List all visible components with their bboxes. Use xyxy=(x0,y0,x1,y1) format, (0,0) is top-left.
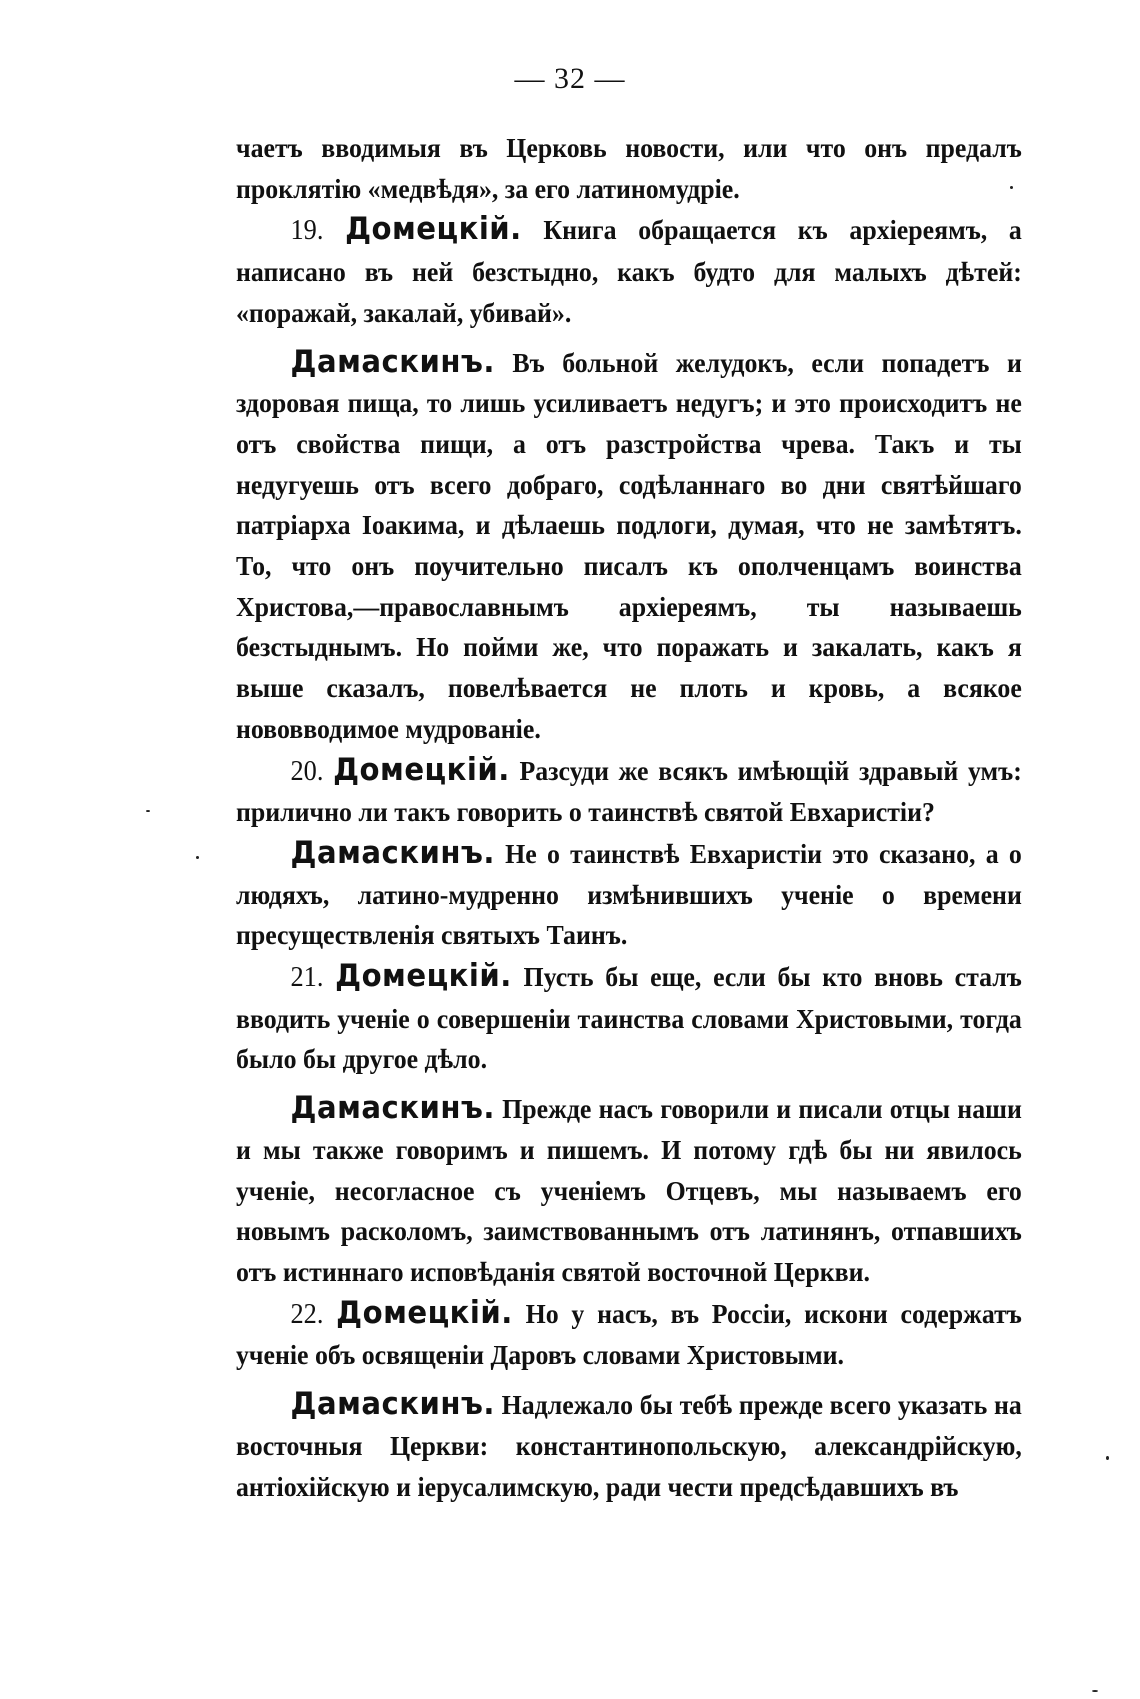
paragraph-damaskin-reply xyxy=(236,1088,1022,1293)
speaker-name: Домецкій. xyxy=(345,211,522,248)
body-text xyxy=(236,128,1022,1507)
paragraph-19-dometsky xyxy=(236,209,1022,333)
paragraph-number: 22. xyxy=(290,1298,324,1330)
print-speck xyxy=(196,856,199,859)
page-number: — 32 — xyxy=(514,62,626,95)
paragraph-text: Книга обращается къ архіереямъ, а написано въ ней безстыдно, какъ будто для малыхъ дѣтей: «поражай, закалай, убивай». xyxy=(236,214,1022,328)
paragraph-text: Разсуди же всякъ имѣющій здравый умъ: прилично ли такъ говорить о таинствѣ святой Евхаристіи? xyxy=(236,754,1022,828)
speaker-name: Домецкій. xyxy=(333,751,510,788)
speaker-name: Домецкій. xyxy=(335,958,512,995)
speaker-name: Дамаскинъ. xyxy=(290,1386,495,1423)
paragraph-text: Прежде насъ говорили и писали отцы наши и мы также говоримъ и пишемъ. И потому гдѣ бы ни явилось ученіе, несогласное съ ученіемъ Отцевъ, мы называемъ его новымъ расколомъ, заимствованнымъ отъ латинянъ, отпавшихъ отъ истиннаго исповѣданія святой восточной Церкви. xyxy=(236,1093,1022,1287)
paragraph-damaskin-reply xyxy=(236,342,1022,750)
paragraph-damaskin-reply xyxy=(236,1384,1022,1507)
paragraph-text: Въ больной желудокъ, если попадетъ и здоровая пища, то лишь усиливаетъ недугъ; и это происходитъ не отъ свойства пищи, а отъ разстройства чрева. Такъ и ты недугуешь отъ всего добраго, содѣланнаго во дни святѣйшаго патріарха Іоакима, и дѣлаешь подлоги, думая, что не замѣтятъ. То, что онъ поучительно писалъ къ ополченцамъ воинства Христова,—православнымъ архіереямъ, ты называешь безстыднымъ. Но пойми же, что поражать и закалать, какъ я выше сказалъ, повелѣвается не плоть и кровь, а всякое нововводимое мудрованіе. xyxy=(236,346,1022,744)
paragraph-21-dometsky xyxy=(236,956,1022,1080)
paragraph-text: Не о таинствѣ Евхаристіи это сказано, а о людяхъ, латино-мудренно измѣнившихъ ученіе о времени пресуществленія святыхъ Таинъ. xyxy=(236,837,1022,951)
print-speck xyxy=(1010,186,1013,189)
print-speck xyxy=(146,810,150,812)
print-speck xyxy=(1092,1690,1098,1692)
paragraph-damaskin-reply xyxy=(236,833,1022,956)
paragraph-number: 20. xyxy=(290,755,324,787)
paragraph-number: 19. xyxy=(290,215,324,247)
speaker-name: Домецкій. xyxy=(336,1294,513,1331)
paragraph-text: чаетъ вводимыя въ Церковь новости, или что онъ предалъ проклятію «медвѣдя», за его латиномудріе. xyxy=(236,132,1022,204)
paragraph-continuation xyxy=(236,128,1022,209)
paragraph-text: Но у насъ, въ Россіи, искони содержатъ ученіе объ освященіи Даровъ словами Христовыми. xyxy=(236,1297,1022,1371)
paragraph-22-dometsky xyxy=(236,1293,1022,1376)
print-speck xyxy=(1106,1456,1109,1460)
speaker-name: Дамаскинъ. xyxy=(290,343,495,380)
paragraph-text: Пусть бы еще, если бы кто вновь сталъ вводить ученіе о совершеніи таинства словами Христовыми, тогда было бы другое дѣло. xyxy=(236,961,1022,1075)
speaker-name: Дамаскинъ. xyxy=(290,834,495,871)
speaker-name: Дамаскинъ. xyxy=(290,1090,495,1127)
paragraph-20-dometsky xyxy=(236,750,1022,833)
paragraph-number: 21. xyxy=(290,962,324,994)
paragraph-text: Надлежало бы тебѣ прежде всего указать на восточныя Церкви: константинопольскую, александрійскую, антіохійскую и іерусалимскую, ради чести предсѣдавшихъ въ xyxy=(236,1389,1022,1502)
